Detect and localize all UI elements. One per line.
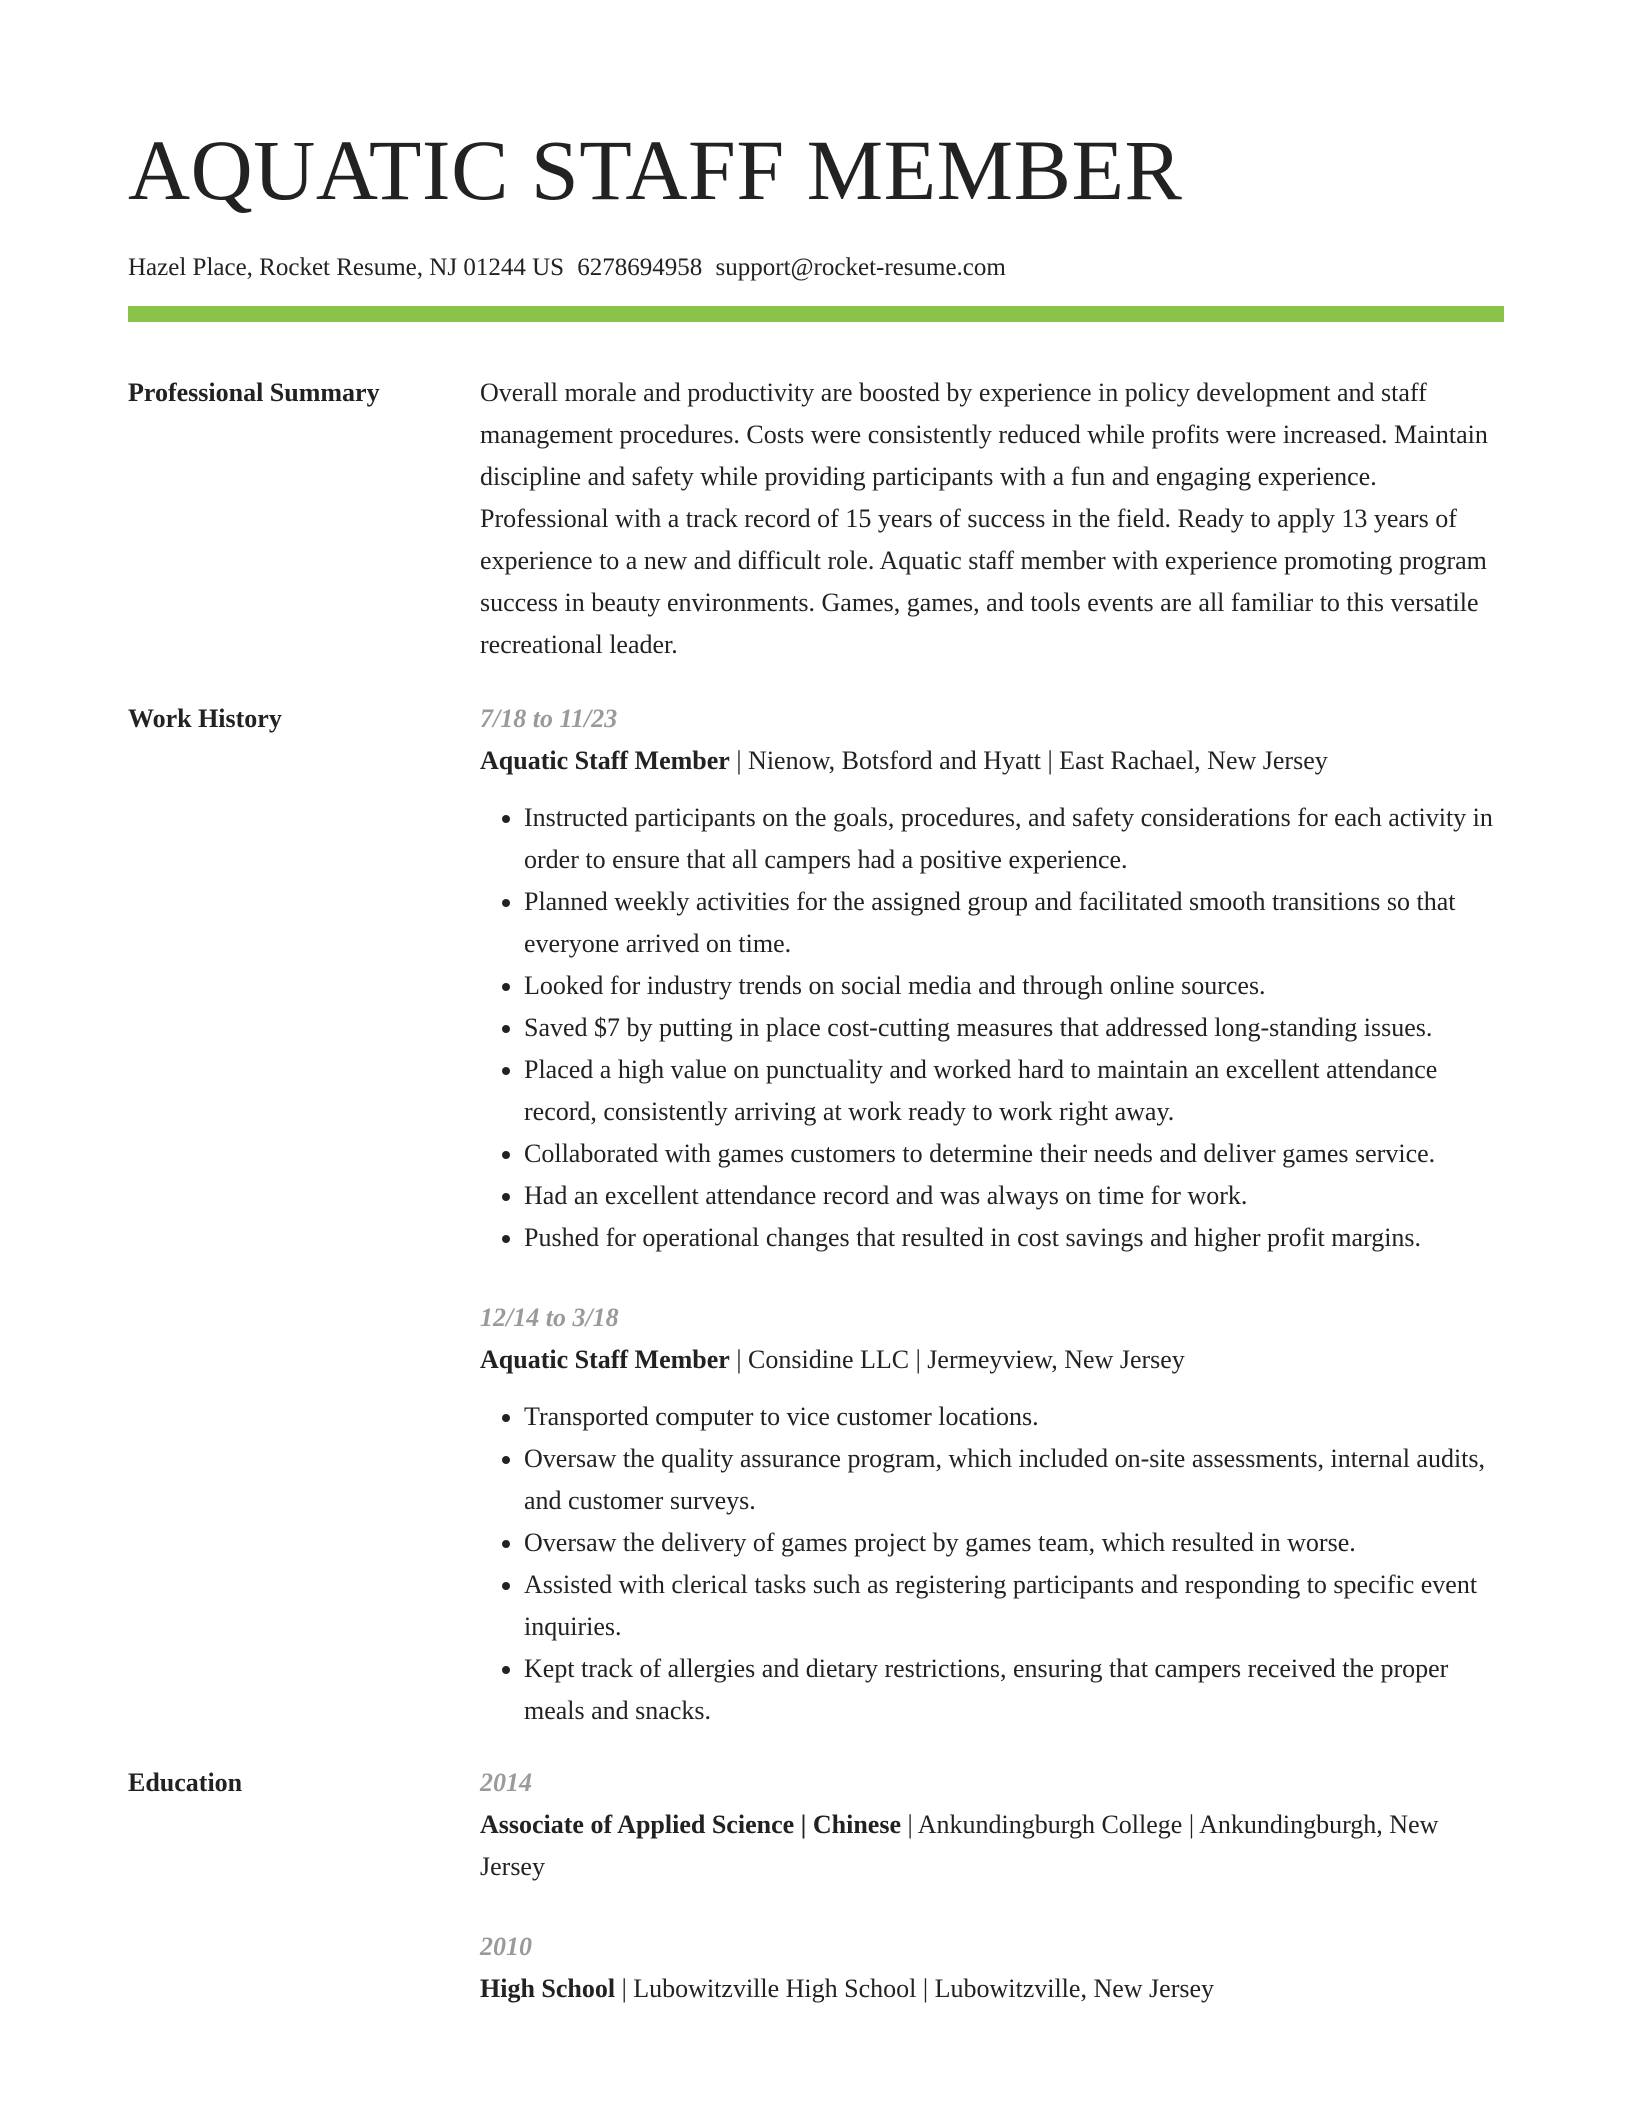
education-line xyxy=(480,1968,1504,2010)
education-entry xyxy=(480,1926,1504,2010)
education-body xyxy=(480,1762,1504,2010)
summary-text: Overall morale and productivity are boosted by experience in policy development and staff management procedures. Costs were consistently reduced while profits were increased. Maintain discipline and safety while providing participants with a fun and engaging experience. Professional with a track record of 15 years of success in the field. Ready to apply 13 years of experience to a new and difficult role. Aquatic staff member with experience promoting program success in beauty environments. Games, games, and tools events are all familiar to this versatile recreational leader. xyxy=(480,378,1488,659)
job-bullets xyxy=(480,1396,1504,1732)
job-bullet: • Planned weekly activities for the assigned group and facilitated smooth transitions so that everyone arrived on time. xyxy=(524,881,1504,965)
job-bullet: • Kept track of allergies and dietary restrictions, ensuring that campers received the proper meals and snacks. xyxy=(524,1648,1504,1732)
education-details: | Ankundingburgh College | Ankundingburgh, New Jersey xyxy=(480,1810,1439,1881)
job-bullet: • Assisted with clerical tasks such as registering participants and responding to specific event inquiries. xyxy=(524,1564,1504,1648)
job-bullet: • Saved $7 by putting in place cost-cutting measures that addressed long-standing issues. xyxy=(524,1007,1504,1049)
contact-line xyxy=(128,252,1504,284)
job-details: | Considine LLC | Jermeyview, New Jersey xyxy=(729,1345,1185,1374)
education-year: 2010 xyxy=(480,1932,532,1961)
education-year: 2014 xyxy=(480,1768,532,1797)
job-title-line xyxy=(480,740,1504,782)
section-label-work: Work History xyxy=(128,704,282,733)
job-bullet: • Had an excellent attendance record and was always on time for work. xyxy=(524,1175,1504,1217)
job-bullets xyxy=(480,797,1504,1259)
job-bullet: • Pushed for operational changes that resulted in cost savings and higher profit margins. xyxy=(524,1217,1504,1259)
education-details: | Lubowitzville High School | Lubowitzville, New Jersey xyxy=(615,1974,1215,2003)
contact-address: Hazel Place, Rocket Resume, NJ 01244 US xyxy=(128,254,565,281)
job-entry xyxy=(480,1297,1504,1732)
job-bullet: • Instructed participants on the goals, procedures, and safety considerations for each activity in order to ensure that all campers had a positive experience. xyxy=(524,797,1504,881)
section-label-summary: Professional Summary xyxy=(128,378,380,407)
job-bullet: • Oversaw the quality assurance program, which included on-site assessments, internal audits, and customer surveys. xyxy=(524,1438,1504,1522)
work-history-body xyxy=(480,698,1504,1732)
job-title-line xyxy=(480,1339,1504,1381)
education-degree: Associate of Applied Science | Chinese xyxy=(480,1810,901,1839)
job-bullet: • Looked for industry trends on social media and through online sources. xyxy=(524,965,1504,1007)
job-bullet: • Oversaw the delivery of games project by games team, which resulted in worse. xyxy=(524,1522,1504,1564)
resume-name: AQUATIC STAFF MEMBER xyxy=(128,122,1183,218)
job-bullet: • Transported computer to vice customer locations. xyxy=(524,1396,1504,1438)
education-section xyxy=(128,1762,1504,2010)
job-dates: 7/18 to 11/23 xyxy=(480,704,618,733)
education-degree: High School xyxy=(480,1974,616,2003)
education-entry xyxy=(480,1762,1504,1888)
job-title: Aquatic Staff Member xyxy=(480,1345,730,1374)
work-history-section xyxy=(128,698,1504,1732)
resume-page xyxy=(128,0,1504,2010)
education-line xyxy=(480,1804,1504,1888)
job-dates: 12/14 to 3/18 xyxy=(480,1303,619,1332)
professional-summary-section xyxy=(128,372,1504,666)
summary-body xyxy=(480,372,1504,666)
contact-phone: 6278694958 xyxy=(577,254,703,281)
job-title: Aquatic Staff Member xyxy=(480,746,730,775)
job-entry xyxy=(480,698,1504,1259)
job-details: | Nienow, Botsford and Hyatt | East Rachael, New Jersey xyxy=(729,746,1328,775)
header-divider xyxy=(128,306,1504,322)
section-label-education: Education xyxy=(128,1768,243,1797)
job-bullet: • Collaborated with games customers to determine their needs and deliver games service. xyxy=(524,1133,1504,1175)
job-bullet: • Placed a high value on punctuality and worked hard to maintain an excellent attendance record, consistently arriving at work ready to work right away. xyxy=(524,1049,1504,1133)
contact-email: support@rocket-resume.com xyxy=(715,254,1006,281)
